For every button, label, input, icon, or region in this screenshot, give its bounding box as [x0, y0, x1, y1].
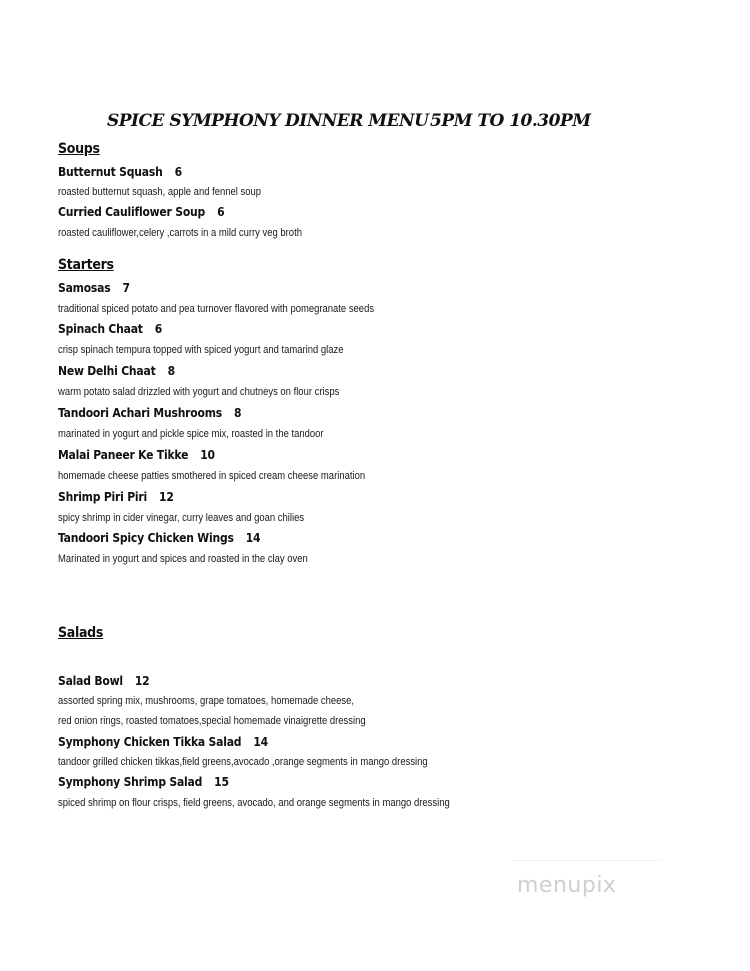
- menu-item-description: roasted butternut squash, apple and fennel soup: [58, 186, 262, 198]
- menu-item-name: [58, 364, 175, 378]
- section-title-salads: Salads: [58, 625, 104, 641]
- item-price: 6: [217, 205, 225, 219]
- menu-item-description: spiced shrimp on flour crisps, field greens, avocado, and orange segments in mango dressing: [58, 797, 450, 809]
- menu-item-name: [58, 281, 130, 295]
- item-name-text: New Delhi Chaat: [58, 364, 156, 378]
- item-name-text: Malai Paneer Ke Tikke: [58, 448, 189, 462]
- item-name-text: Spinach Chaat: [58, 322, 143, 336]
- menu-item-description: spicy shrimp in cider vinegar, curry leaves and goan chilies: [58, 512, 305, 524]
- menu-item-name: [58, 205, 224, 219]
- menu-item-name: [58, 775, 229, 789]
- menu-item-name: [58, 406, 241, 420]
- item-name-text: Salad Bowl: [58, 674, 123, 688]
- menu-item-description: homemade cheese patties smothered in spiced cream cheese marination: [58, 470, 366, 482]
- item-name-text: Tandoori Spicy Chicken Wings: [58, 531, 234, 545]
- item-price: 8: [167, 364, 175, 378]
- item-name-text: Samosas: [58, 281, 111, 295]
- menu-header: [107, 111, 747, 139]
- menupix-watermark: menupix: [517, 873, 617, 898]
- menu-item-description: roasted cauliflower,celery ,carrots in a mild curry veg broth: [58, 227, 302, 239]
- item-price: 10: [200, 448, 215, 462]
- item-name-text: Tandoori Achari Mushrooms: [58, 406, 223, 420]
- restaurant-name: SPICE SYMPHONY: [107, 111, 280, 131]
- menu-item-name: [58, 448, 215, 462]
- watermark-divider: [512, 860, 662, 862]
- item-price: 12: [134, 674, 150, 688]
- menu-item-name: [58, 735, 268, 749]
- menu-item-name: [58, 165, 182, 179]
- service-hours: 5PM TO 10.30PM: [430, 111, 591, 131]
- section-title-soups: Soups: [58, 141, 100, 157]
- menu-title: DINNER MENU: [285, 111, 429, 131]
- item-price: 7: [122, 281, 130, 295]
- menu-item-name: [58, 674, 149, 688]
- item-price: 15: [214, 775, 229, 789]
- menu-item-description: tandoor grilled chicken tikkas,field greens,avocado ,orange segments in mango dressing: [58, 756, 428, 768]
- item-price: 12: [159, 490, 174, 504]
- menu-item-description-continued: red onion rings, roasted tomatoes,special homemade vinaigrette dressing: [58, 715, 366, 727]
- menu-item-description: crisp spinach tempura topped with spiced yogurt and tamarind glaze: [58, 344, 344, 356]
- section-title-starters: Starters: [58, 257, 114, 273]
- item-price: 6: [174, 165, 182, 179]
- item-price: 14: [245, 531, 261, 545]
- menu-item-description: Marinated in yogurt and spices and roasted in the clay oven: [58, 553, 308, 565]
- item-name-text: Shrimp Piri Piri: [58, 490, 148, 504]
- item-price: 6: [154, 322, 163, 336]
- item-name-text: Symphony Chicken Tikka Salad: [58, 735, 242, 749]
- item-name-text: Symphony Shrimp Salad: [58, 775, 203, 789]
- item-name-text: Curried Cauliflower Soup: [58, 205, 206, 219]
- menu-item-name: [58, 322, 162, 336]
- menu-item-description: warm potato salad drizzled with yogurt and chutneys on flour crisps: [58, 386, 340, 398]
- menu-item-name: [58, 531, 260, 545]
- item-price: 8: [234, 406, 242, 420]
- menu-item-name: [58, 490, 174, 504]
- item-price: 14: [253, 735, 268, 749]
- menu-item-description: traditional spiced potato and pea turnover flavored with pomegranate seeds: [58, 303, 375, 315]
- item-name-text: Butternut Squash: [58, 165, 163, 179]
- menu-item-description: marinated in yogurt and pickle spice mix, roasted in the tandoor: [58, 428, 324, 440]
- menu-item-description: assorted spring mix, mushrooms, grape tomatoes, homemade cheese,: [58, 695, 355, 707]
